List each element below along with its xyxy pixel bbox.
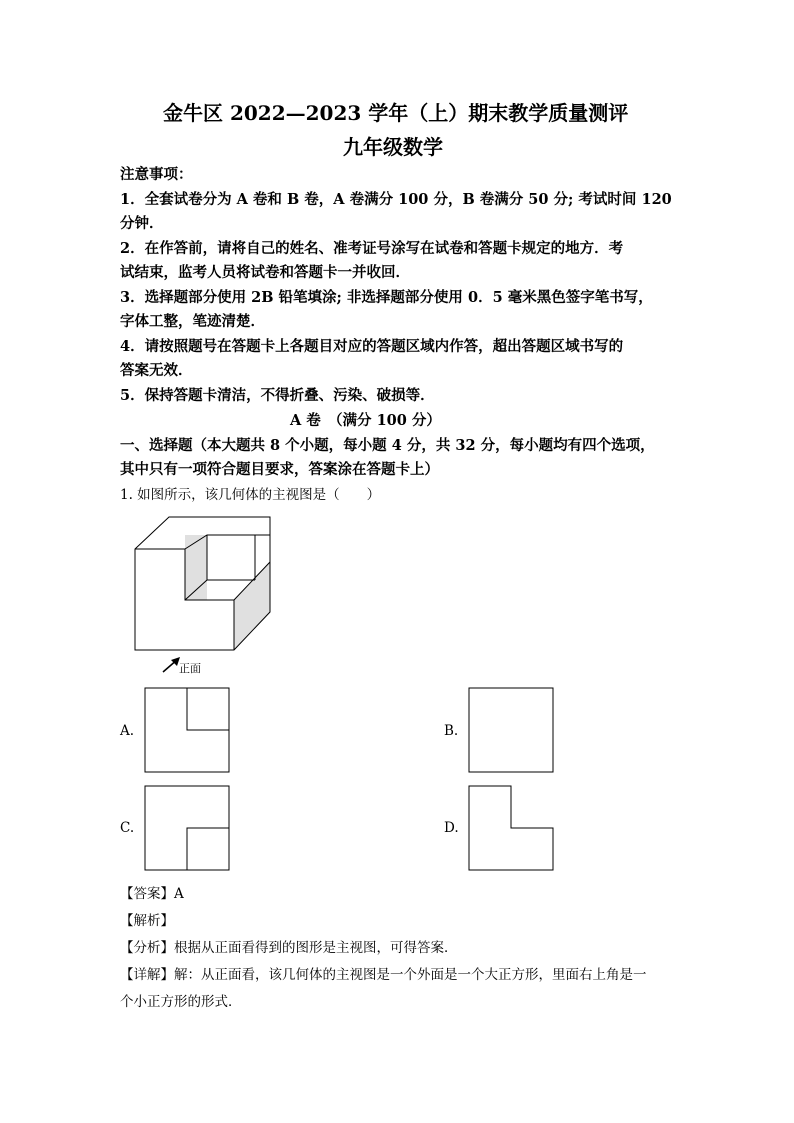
page-subtitle: 九年级数学 bbox=[343, 135, 443, 159]
answer-line bbox=[120, 882, 184, 902]
fenxi-line bbox=[120, 936, 458, 956]
xiangjie-text: 解：从正面看，该几何体的主视图是一个外面是一个大正方形，里面右上角是一 bbox=[174, 967, 647, 983]
notice-line: 分钟． bbox=[120, 215, 164, 232]
notice-line: 5．保持答题卡清洁，不得折叠、污染、破损等． bbox=[120, 387, 435, 404]
notice-line: 1．全套试卷分为 A 卷和 B 卷，A 卷满分 100 分，B 卷满分 50 分; 考试时间 120 bbox=[120, 191, 672, 208]
notice-line: 4．请按照题号在答题卡上各题目对应的答题区域内作答，超出答题区域书写的 bbox=[120, 338, 624, 355]
notice-heading: 注意事项： bbox=[120, 166, 193, 183]
question-stem: 1. 如图所示，该几何体的主视图是（ ） bbox=[120, 487, 381, 503]
fenxi-text: 根据从正面看得到的图形是主视图，可得答案． bbox=[174, 940, 458, 956]
xiangjie-continued: 个小正方形的形式． bbox=[120, 994, 242, 1010]
notice-line: 字体工整，笔迹清楚． bbox=[120, 313, 265, 330]
front-label: 正面 bbox=[179, 662, 201, 675]
option-d-label[interactable]: D. bbox=[444, 820, 459, 836]
option-a-label[interactable]: A. bbox=[120, 723, 135, 739]
xiangjie-label: 【详解】 bbox=[120, 967, 174, 983]
answer-label: 【答案】 bbox=[120, 886, 174, 902]
part-heading: 其中只有一项符合题目要求，答案涂在答题卡上） bbox=[120, 461, 439, 478]
page-title: 金牛区 2022—2023 学年（上）期末教学质量测评 bbox=[163, 101, 629, 125]
notice-line: 2．在作答前，请将自己的姓名、准考证号涂写在试卷和答题卡规定的地方．考 bbox=[120, 240, 624, 257]
fenxi-label: 【分析】 bbox=[120, 940, 174, 956]
analysis-label: 【解析】 bbox=[120, 913, 174, 929]
notice-line: 答案无效． bbox=[120, 362, 193, 379]
notice-line: 试结束，监考人员将试卷和答题卡一并收回． bbox=[120, 264, 410, 281]
option-b-label[interactable]: B. bbox=[444, 723, 459, 739]
notice-line: 3．选择题部分使用 2B 铅笔填涂; 非选择题部分使用 0．5 毫米黑色签字笔书写， bbox=[120, 289, 653, 306]
xiangjie-line bbox=[120, 963, 647, 983]
answer-value: A bbox=[174, 886, 184, 902]
part-heading: 一、选择题（本大题共 8 个小题，每小题 4 分，共 32 分，每小题均有四个选项， bbox=[120, 437, 655, 454]
section-heading: A 卷 （满分 100 分） bbox=[290, 412, 441, 429]
option-c-label[interactable]: C. bbox=[120, 820, 135, 836]
